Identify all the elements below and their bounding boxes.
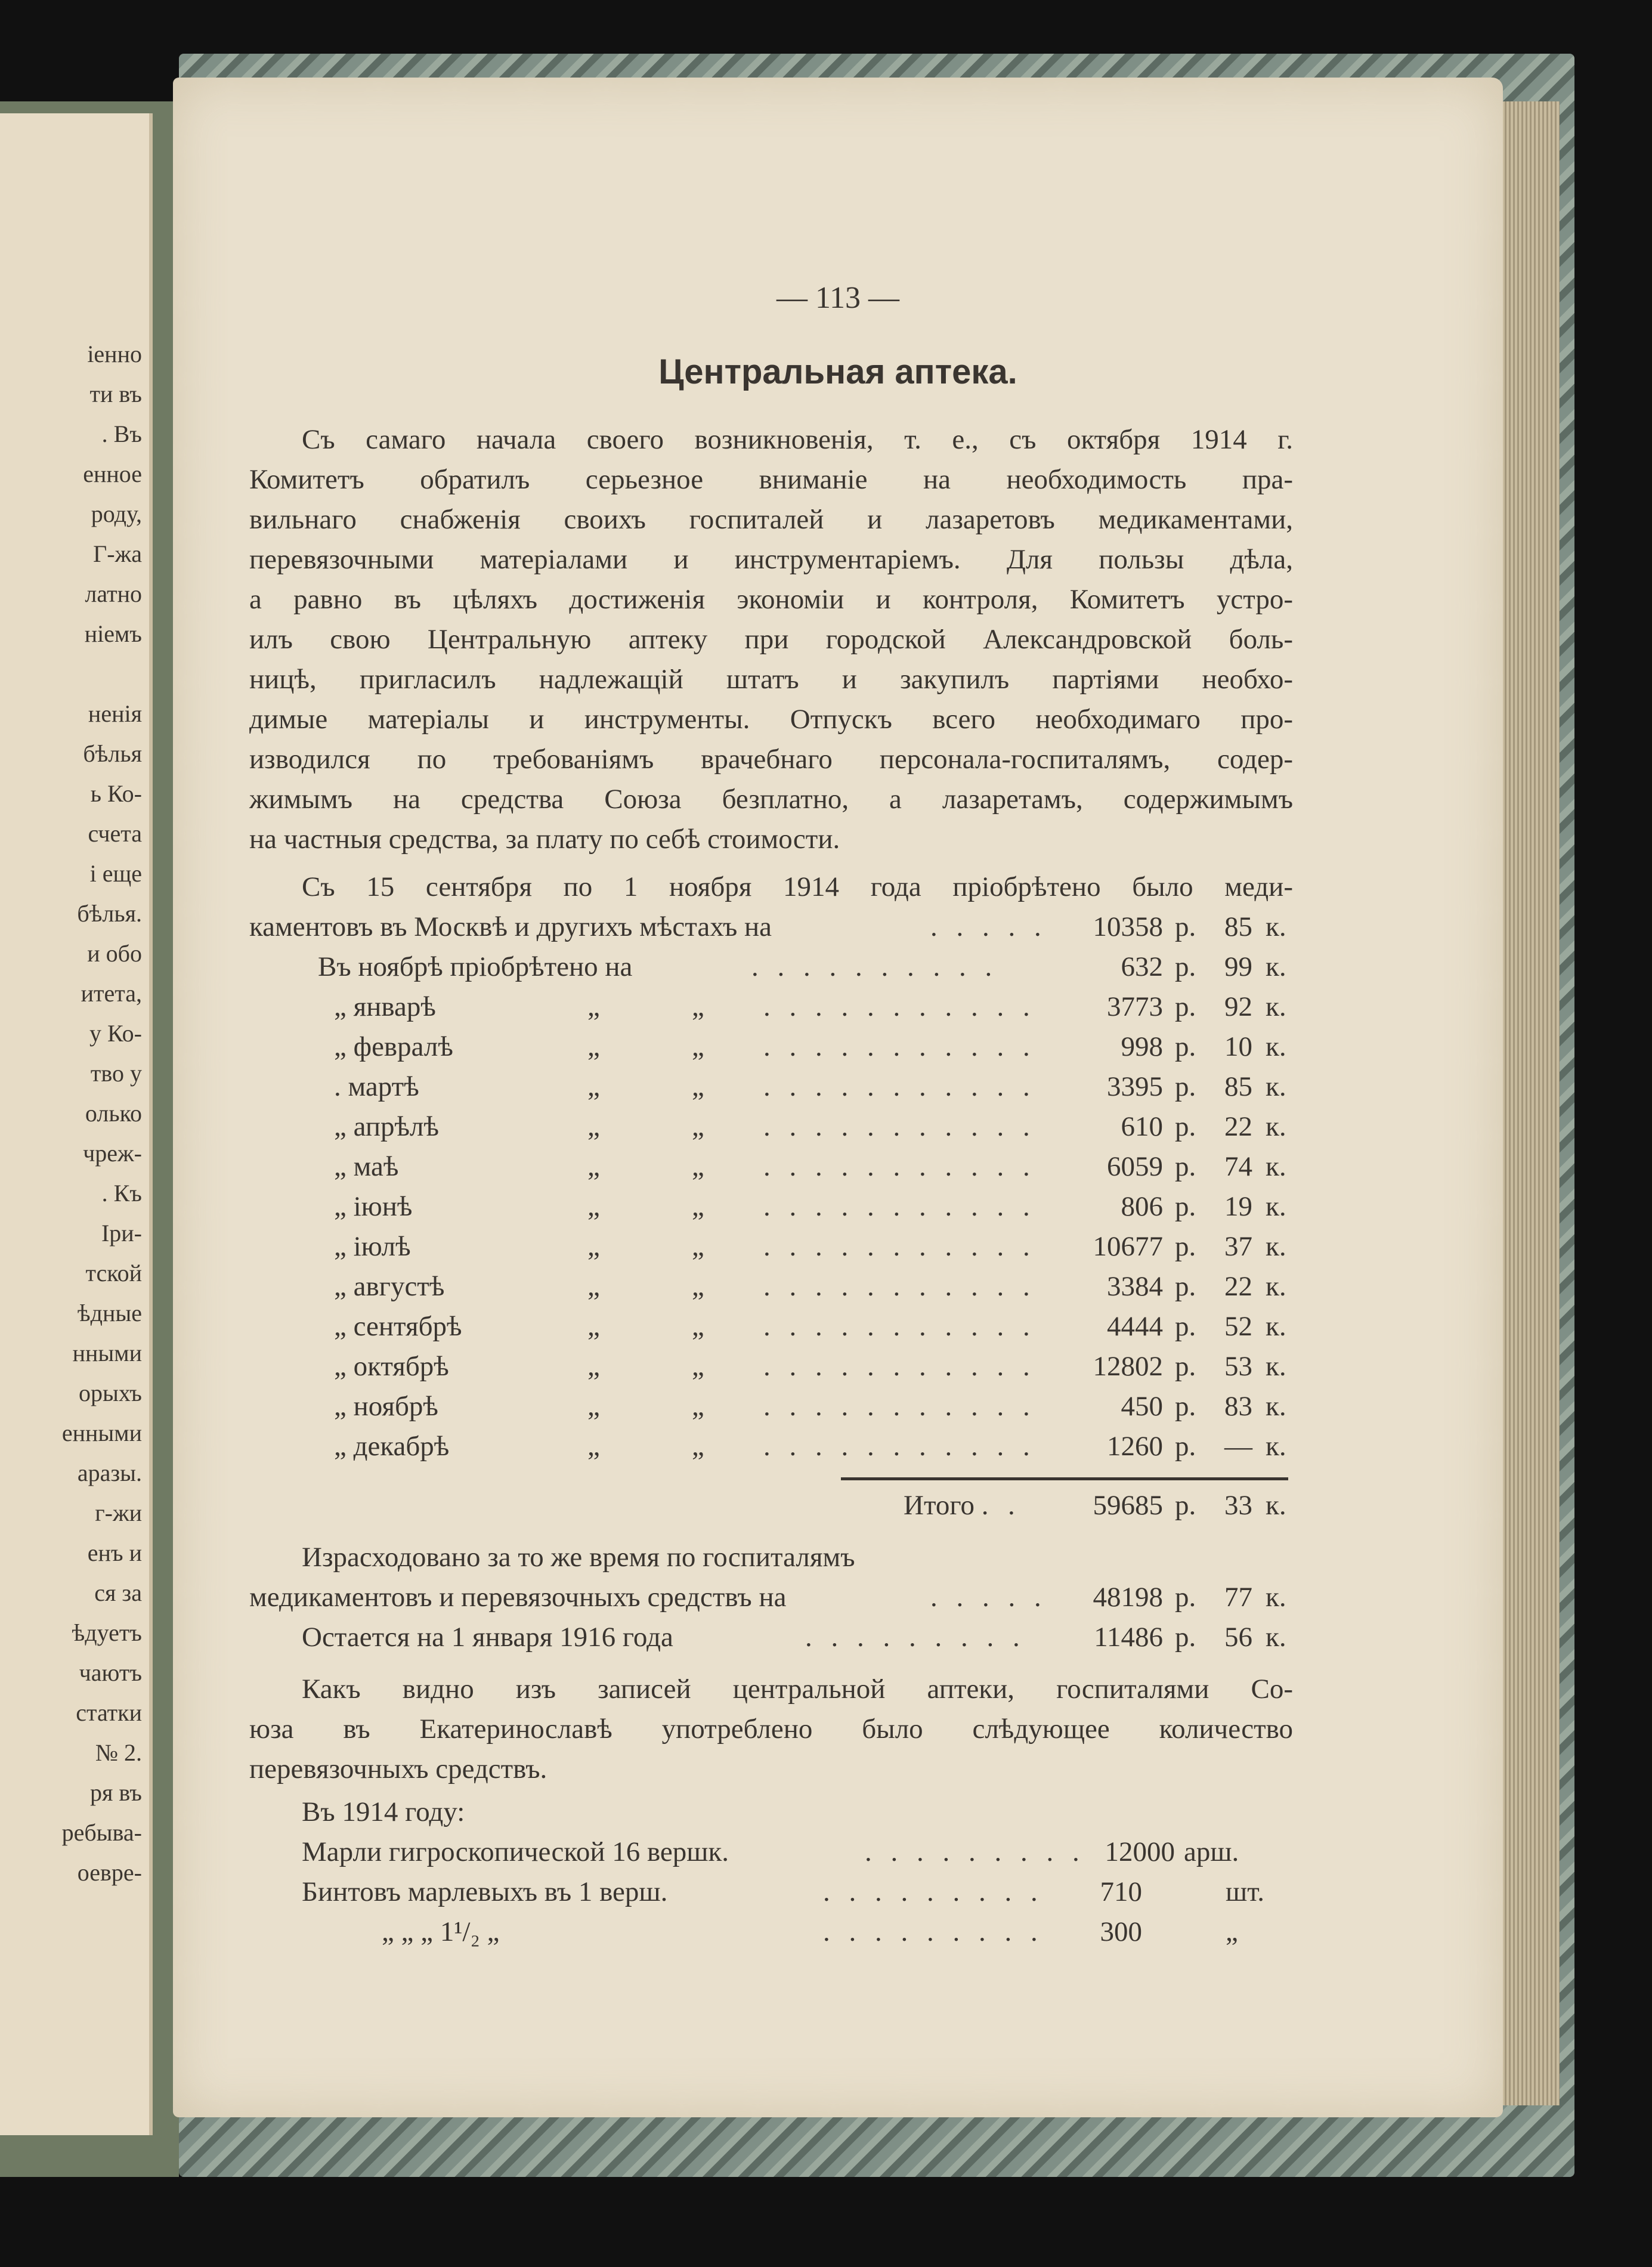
left-page-text-fragment: ь Ко- <box>90 780 142 807</box>
dot-leader: . . . . . . . . . . . <box>763 991 1036 1022</box>
rubles-suffix: р. <box>1175 1311 1196 1342</box>
amount-rubles: 4444 <box>1107 1311 1163 1342</box>
ditto-mark: „ <box>587 1231 600 1262</box>
left-page-text-fragment: енными <box>61 1419 142 1446</box>
kopecks-suffix: к. <box>1266 1151 1286 1182</box>
left-page-text-fragment: ѣдные <box>77 1300 142 1326</box>
section-heading: Центральная аптека. <box>658 352 1017 391</box>
amount-rubles: 10677 <box>1093 1231 1163 1262</box>
ditto-mark: „ <box>587 1351 600 1382</box>
rubles-suffix: р. <box>1175 911 1196 942</box>
dot-leader: . . . . . . . . . . . <box>763 1231 1036 1262</box>
ditto-mark: „ <box>692 1431 704 1462</box>
purchase-month-label: „ сентябрѣ <box>334 1311 462 1342</box>
amount-rubles: 3384 <box>1107 1271 1163 1302</box>
rubles-suffix: р. <box>1175 1151 1196 1182</box>
kopecks-suffix: к. <box>1266 951 1286 982</box>
material-quantity: 12000 <box>1105 1836 1175 1867</box>
amount-kopecks: 22 <box>1224 1111 1252 1142</box>
kopecks-suffix: к. <box>1266 1111 1286 1142</box>
kopecks-suffix: к. <box>1266 1351 1286 1382</box>
amount-rubles: 11486 <box>1094 1622 1163 1653</box>
amount-kopecks: 56 <box>1224 1622 1252 1653</box>
dot-leader: . . . . . <box>930 911 1047 942</box>
left-page-text-fragment: счета <box>88 820 142 847</box>
ditto-mark: „ <box>587 1151 600 1182</box>
rubles-suffix: р. <box>1175 1351 1196 1382</box>
rubles-suffix: р. <box>1175 991 1196 1022</box>
amount-kopecks: 52 <box>1224 1311 1252 1342</box>
left-page-text-fragment: ніемъ <box>84 620 142 647</box>
amount-rubles: 12802 <box>1093 1351 1163 1382</box>
left-page-text-fragment: тской <box>85 1260 142 1286</box>
purchase-month-label: „ іюлѣ <box>334 1231 411 1262</box>
amount-kopecks: 10 <box>1224 1031 1252 1062</box>
amount-rubles: 3395 <box>1107 1071 1163 1102</box>
material-unit: „ <box>1226 1916 1238 1947</box>
paragraph-line: Комитетъ обратилъ серьезное вниманіе на необходимость пра- <box>249 464 1293 495</box>
left-page-text-fragment: . Въ <box>101 420 142 447</box>
ditto-mark: „ <box>587 1391 600 1422</box>
material-unit: шт. <box>1226 1876 1264 1907</box>
left-page-text-fragment: латно <box>85 580 142 607</box>
paragraph-line: вильнаго снабженія своихъ госпиталей и лазаретовъ медикаментами, <box>249 504 1293 535</box>
amount-kopecks: 99 <box>1224 951 1252 982</box>
purchase-month-label: „ январѣ <box>334 991 436 1022</box>
dot-leader: . . . . . . . . . . . <box>763 1391 1036 1422</box>
rubles-suffix: р. <box>1175 1031 1196 1062</box>
ditto-mark: „ <box>692 1351 704 1382</box>
left-page-text-fragment: г-жи <box>95 1499 142 1526</box>
left-page-text-fragment: ѣдуетъ <box>72 1619 142 1646</box>
ditto-mark: „ <box>692 1311 704 1342</box>
rubles-suffix: р. <box>1175 1271 1196 1302</box>
paragraph-line: перевязочныхъ средствъ. <box>249 1753 547 1784</box>
left-page-text-fragment: і еще <box>89 860 142 887</box>
dot-leader: . . . . . . . . . . . <box>763 1031 1036 1062</box>
rubles-suffix: р. <box>1175 1111 1196 1142</box>
ditto-mark: „ <box>587 1311 600 1342</box>
amount-kopecks: 85 <box>1224 911 1252 942</box>
paragraph-line: юза въ Екатеринославѣ употреблено было слѣдующее количество <box>249 1714 1293 1745</box>
dot-leader: . . . . . . . . . <box>805 1622 1026 1653</box>
amount-rubles: 998 <box>1121 1031 1163 1062</box>
left-page-text-fragment: нными <box>72 1340 142 1366</box>
left-page-text-fragment: ненія <box>88 700 142 727</box>
paragraph-line: изводился по требованіямъ врачебнаго персонала-госпиталямъ, содер- <box>249 744 1293 775</box>
left-page-text-fragment: и обо <box>87 940 142 967</box>
purchase-month-label: „ октябрѣ <box>334 1351 449 1382</box>
left-page-text-fragment: роду, <box>91 500 142 527</box>
amount-rubles: 10358 <box>1093 911 1163 942</box>
amount-kopecks: — <box>1224 1431 1252 1462</box>
kopecks-suffix: к. <box>1266 1582 1286 1613</box>
dot-leader: . . . . . . . . . <box>823 1916 1044 1947</box>
amount-rubles: 6059 <box>1107 1151 1163 1182</box>
purchase-month-label: „ августѣ <box>334 1271 445 1302</box>
ditto-mark: „ <box>587 1111 600 1142</box>
ditto-mark: „ <box>692 1031 704 1062</box>
material-label: „ „ „ 1¹/₂ „ <box>382 1916 500 1947</box>
dot-leader: . . . . . <box>930 1582 1047 1613</box>
amount-kopecks: 92 <box>1224 991 1252 1022</box>
spent-line: медикаментовъ и перевязочныхъ средствъ на <box>249 1582 787 1613</box>
dot-leader: . <box>1008 1490 1021 1521</box>
left-page-text-fragment: итета, <box>81 980 142 1007</box>
left-page-text-fragment: аразы. <box>77 1459 142 1486</box>
rubles-suffix: р. <box>1175 1431 1196 1462</box>
left-page-text-fragment: енное <box>83 460 142 487</box>
left-page-text-fragment: бѣлья <box>83 740 142 767</box>
left-page-text-fragment: Г-жа <box>93 540 142 567</box>
paragraph-line: илъ свою Центральную аптеку при городской Александровской боль- <box>249 624 1293 655</box>
page-fore-edge <box>1494 101 1560 2105</box>
ditto-mark: „ <box>692 1111 704 1142</box>
paragraph-line: жимымъ на средства Союза безплатно, а лазаретамъ, содержимымъ <box>249 784 1293 815</box>
kopecks-suffix: к. <box>1266 1431 1286 1462</box>
dot-leader: . . . . . . . . . . . <box>763 1111 1036 1142</box>
left-page-text-fragment: тво у <box>90 1060 142 1087</box>
amount-rubles: 450 <box>1121 1391 1163 1422</box>
total-rule <box>841 1477 1288 1480</box>
rubles-suffix: р. <box>1175 1231 1196 1262</box>
dot-leader: . . . . . . . . . . <box>751 951 998 982</box>
ditto-mark: „ <box>587 1191 600 1222</box>
paragraph-line: Съ самаго начала своего возникновенія, т. е., съ октября 1914 г. <box>302 424 1293 455</box>
ditto-mark: „ <box>692 1151 704 1182</box>
remain-line: Остается на 1 января 1916 года <box>302 1622 673 1653</box>
dot-leader: . . . . . . . . . <box>823 1876 1044 1907</box>
dot-leader: . . . . . . . . . . . <box>763 1151 1036 1182</box>
kopecks-suffix: к. <box>1266 1391 1286 1422</box>
left-page-text-fragment: статки <box>76 1699 142 1726</box>
ditto-mark: „ <box>587 991 600 1022</box>
dot-leader: . . . . . . . . . . . <box>763 1351 1036 1382</box>
purchase-month-label: . мартѣ <box>334 1071 419 1102</box>
left-page-text-fragment: № 2. <box>95 1739 142 1766</box>
amount-rubles: 1260 <box>1107 1431 1163 1462</box>
kopecks-suffix: к. <box>1266 1231 1286 1262</box>
left-page-text-fragment: ребыва- <box>61 1819 142 1846</box>
dot-leader: . . . . . . . . . . . <box>763 1311 1036 1342</box>
left-page-text-fragment: бѣлья. <box>77 900 142 927</box>
dot-leader: . . . . . . . . . . . <box>763 1431 1036 1462</box>
left-page-text-fragment: чаютъ <box>79 1659 142 1686</box>
paragraph-line: Какъ видно изъ записей центральной аптеки, госпиталями Со- <box>302 1674 1293 1705</box>
total-label: Итого . <box>904 1490 989 1521</box>
amount-kopecks: 37 <box>1224 1231 1252 1262</box>
kopecks-suffix: к. <box>1266 1271 1286 1302</box>
paragraph-line: димые матеріалы и инструменты. Отпускъ всего необходимаго про- <box>249 704 1293 735</box>
paragraph-line: ницѣ, пригласилъ надлежащій штатъ и закупилъ партіями необхо- <box>249 664 1293 695</box>
ditto-mark: „ <box>587 1071 600 1102</box>
amount-rubles: 610 <box>1121 1111 1163 1142</box>
purchase-month-label: „ ноябрѣ <box>334 1391 438 1422</box>
purchase-month-label: „ іюнѣ <box>334 1191 413 1222</box>
paragraph-line: на частныя средства, за плату по себѣ стоимости. <box>249 824 840 855</box>
amount-kopecks: 53 <box>1224 1351 1252 1382</box>
kopecks-suffix: к. <box>1266 1071 1286 1102</box>
purchase-month-label: Въ ноябрѣ пріобрѣтено на <box>318 951 633 982</box>
ditto-mark: „ <box>692 991 704 1022</box>
left-page-text-fragment: у Ко- <box>89 1020 142 1047</box>
page-number: — 113 — <box>776 281 900 315</box>
dot-leader: . . . . . . . . . . . <box>763 1271 1036 1302</box>
left-page-text-fragment: Іри- <box>101 1220 142 1247</box>
left-page-text-fragment: . Къ <box>101 1180 142 1207</box>
amount-kopecks: 77 <box>1224 1582 1252 1613</box>
material-quantity: 300 <box>1100 1916 1142 1947</box>
paragraph-line: а равно въ цѣляхъ достиженія экономіи и контроля, Комитетъ устро- <box>249 584 1293 615</box>
ditto-mark: „ <box>692 1391 704 1422</box>
dot-leader: . . . . . . . . . . . <box>763 1191 1036 1222</box>
kopecks-suffix: к. <box>1266 1622 1286 1653</box>
material-label: Марли гигроскопической 16 вершк. <box>302 1836 729 1867</box>
purchases-intro-line: каментовъ въ Москвѣ и другихъ мѣстахъ на <box>249 911 772 942</box>
dot-leader: . . . . . . . . . <box>865 1836 1085 1867</box>
ditto-mark: „ <box>587 1431 600 1462</box>
ditto-mark: „ <box>587 1031 600 1062</box>
ditto-mark: „ <box>587 1271 600 1302</box>
rubles-suffix: р. <box>1175 951 1196 982</box>
kopecks-suffix: к. <box>1266 1311 1286 1342</box>
amount-kopecks: 19 <box>1224 1191 1252 1222</box>
amount-rubles: 632 <box>1121 951 1163 982</box>
amount-kopecks: 85 <box>1224 1071 1252 1102</box>
amount-kopecks: 83 <box>1224 1391 1252 1422</box>
amount-rubles: 806 <box>1121 1191 1163 1222</box>
ditto-mark: „ <box>692 1191 704 1222</box>
spent-line: Израсходовано за то же время по госпиталямъ <box>302 1542 855 1573</box>
ditto-mark: „ <box>692 1271 704 1302</box>
amount-kopecks: 22 <box>1224 1271 1252 1302</box>
paragraph-line: перевязочными матеріалами и инструментаріемъ. Для пользы дѣла, <box>249 544 1293 575</box>
purchase-month-label: „ апрѣлѣ <box>334 1111 439 1142</box>
year-heading: Въ 1914 году: <box>302 1796 465 1827</box>
left-page-text-fragment: орыхъ <box>78 1380 142 1406</box>
left-page-text-fragment: ти въ <box>89 381 142 407</box>
amount-rubles: 3773 <box>1107 991 1163 1022</box>
right-page <box>173 78 1503 2117</box>
amount-kopecks: 74 <box>1224 1151 1252 1182</box>
purchase-month-label: „ маѣ <box>334 1151 399 1182</box>
material-label: Бинтовъ марлевыхъ въ 1 верш. <box>302 1876 668 1907</box>
rubles-suffix: р. <box>1175 1391 1196 1422</box>
left-page-text-fragment: енъ и <box>87 1539 142 1566</box>
amount-rubles: 48198 <box>1093 1582 1163 1613</box>
rubles-suffix: р. <box>1175 1071 1196 1102</box>
kopecks-suffix: к. <box>1266 911 1286 942</box>
rubles-suffix: р. <box>1175 1582 1196 1613</box>
rubles-suffix: р. <box>1175 1191 1196 1222</box>
left-page-text-fragment: ря въ <box>90 1779 142 1806</box>
kopecks-suffix: к. <box>1266 1191 1286 1222</box>
kopecks-suffix: к. <box>1266 1031 1286 1062</box>
ditto-mark: „ <box>692 1071 704 1102</box>
left-page-text-fragment: ся за <box>94 1579 142 1606</box>
left-page-text-fragment: оевре- <box>77 1859 142 1886</box>
material-unit: арш. <box>1184 1836 1239 1867</box>
left-page <box>0 113 153 2135</box>
amount-rubles: 59685 <box>1093 1490 1163 1521</box>
ditto-mark: „ <box>692 1231 704 1262</box>
rubles-suffix: р. <box>1175 1490 1196 1521</box>
purchase-month-label: „ февралѣ <box>334 1031 453 1062</box>
purchases-intro-line: Съ 15 сентября по 1 ноября 1914 года пріобрѣтено было меди- <box>302 871 1293 902</box>
left-page-text-fragment: іенно <box>87 341 142 367</box>
amount-kopecks: 33 <box>1224 1490 1252 1521</box>
material-quantity: 710 <box>1100 1876 1142 1907</box>
kopecks-suffix: к. <box>1266 1490 1286 1521</box>
rubles-suffix: р. <box>1175 1622 1196 1653</box>
dot-leader: . . . . . . . . . . . <box>763 1071 1036 1102</box>
left-page-text-fragment: олько <box>85 1100 142 1127</box>
purchase-month-label: „ декабрѣ <box>334 1431 450 1462</box>
left-page-text-fragment: чреж- <box>83 1140 142 1167</box>
kopecks-suffix: к. <box>1266 991 1286 1022</box>
